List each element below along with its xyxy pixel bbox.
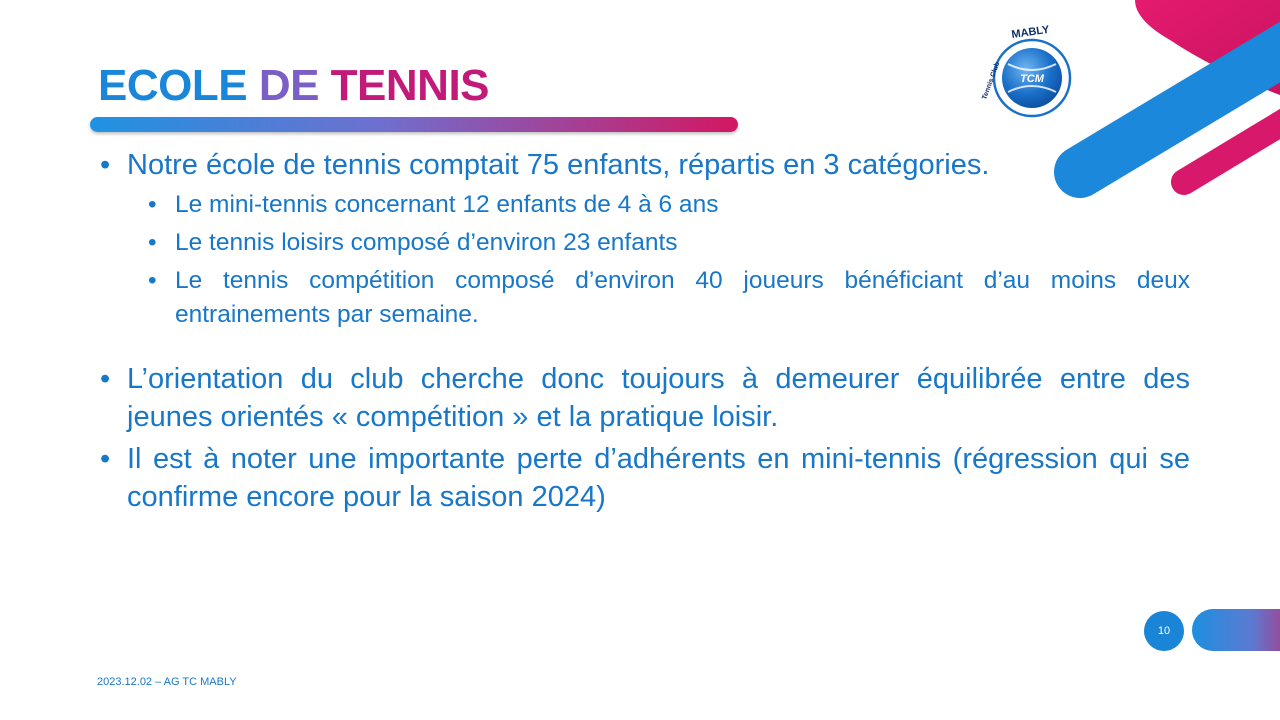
club-logo [960, 18, 1080, 128]
bullet-tennis-loisirs: • Le tennis loisirs composé d’environ 23 enfants [148, 226, 1190, 260]
bottom-right-pill [1192, 609, 1280, 651]
page-number: 10 [1144, 611, 1184, 651]
svg-text:Tennis Club: Tennis Club [981, 61, 1002, 101]
title-word-2: DE [258, 61, 319, 110]
footer-text: 2023.12.02 – AG TC MABLY [97, 676, 237, 688]
title-underline-bar [90, 117, 738, 132]
title-word-1: ECOLE [98, 61, 248, 110]
slide-content [100, 146, 1190, 516]
bullet-tennis-competition: • Le tennis compétition composé d’environ 40 joueurs bénéficiant d’au moins deux entrainements par semaine. [148, 264, 1190, 332]
bullet-ecole-effectif: • Notre école de tennis comptait 75 enfants, répartis en 3 catégories. [100, 146, 1190, 184]
bullet-mini-tennis: • Le mini-tennis concernant 12 enfants de 4 à 6 ans [148, 188, 1190, 222]
slide-title [98, 58, 489, 114]
bullet-perte-adherents: • Il est à noter une importante perte d’adhérents en mini-tennis (régression qui se confirme encore pour la saison 2024) [100, 440, 1190, 516]
svg-text:TCM: TCM [1020, 73, 1044, 85]
svg-text:MABLY: MABLY [1010, 23, 1051, 41]
bullet-orientation-club: • L’orientation du club cherche donc toujours à demeurer équilibrée entre des jeunes orientés « compétition » et la pratique loisir. [100, 360, 1190, 436]
title-word-3: TENNIS [330, 61, 490, 110]
